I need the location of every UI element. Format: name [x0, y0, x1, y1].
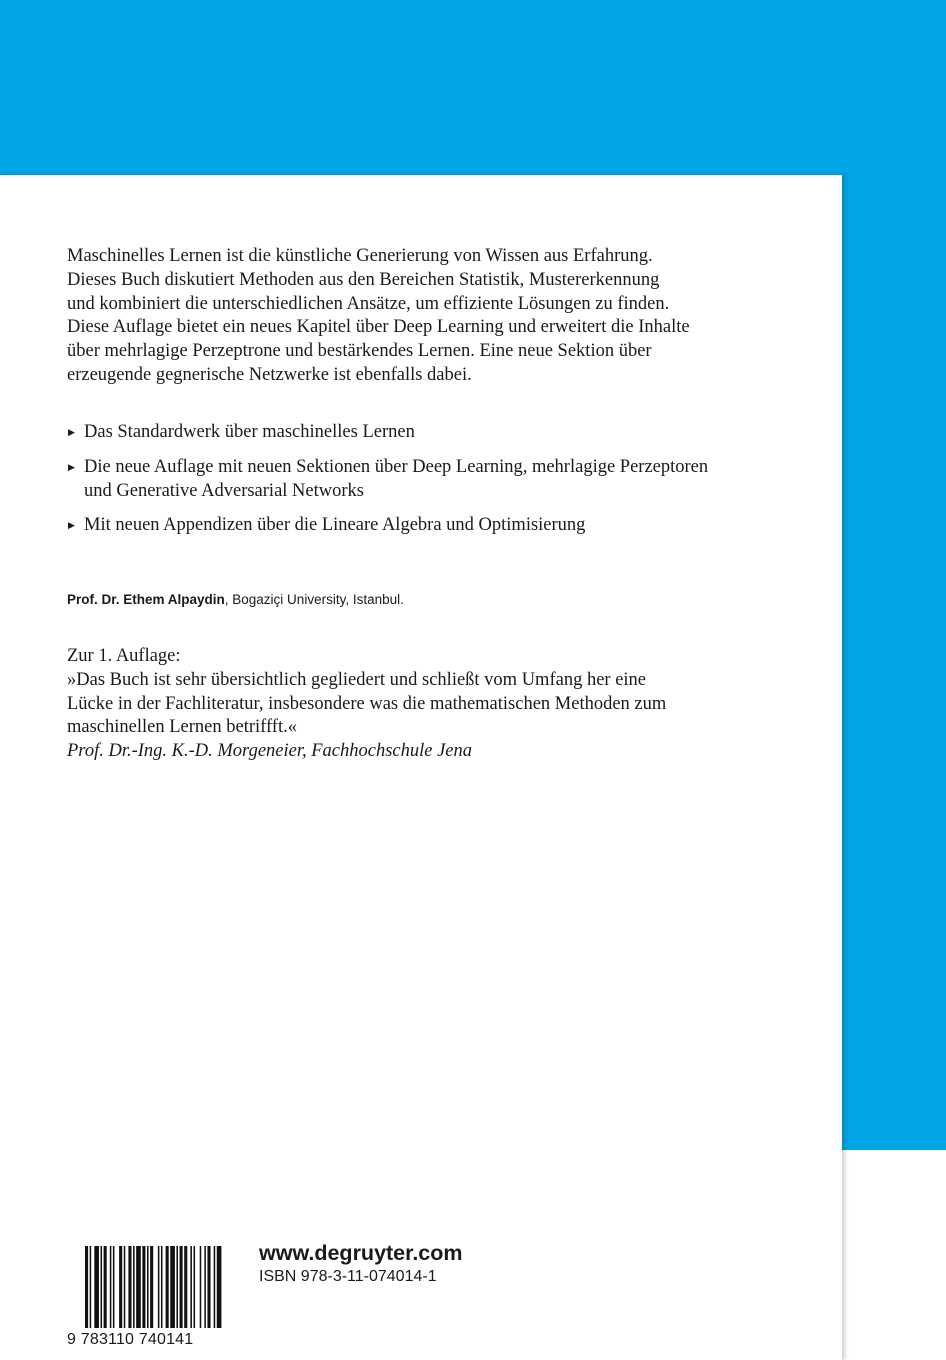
- barcode-bar: [113, 1246, 115, 1328]
- barcode-bar: [150, 1246, 153, 1328]
- barcode-bar: [214, 1246, 216, 1328]
- barcode-image: [67, 1246, 225, 1328]
- intro-line: erzeugende gegnerische Netzwerke ist ebenfalls dabei.: [67, 364, 472, 385]
- intro-line: Diese Auflage bietet ein neues Kapitel über Deep Learning und erweitert die Inhalte: [67, 317, 690, 338]
- barcode-bar: [158, 1246, 160, 1328]
- barcode-bar: [128, 1246, 131, 1328]
- feature-text: Mit neuen Appendizen über die Lineare Algebra und Optimisierung: [84, 515, 586, 536]
- barcode-bar: [200, 1246, 202, 1328]
- barcode-bar: [136, 1246, 141, 1328]
- barcode-bar: [194, 1246, 196, 1328]
- isbn-number: ISBN 978-3-11-074014-1: [259, 1268, 437, 1285]
- barcode-bar: [119, 1246, 122, 1328]
- barcode-digits: 9 783110 740141: [67, 1331, 194, 1348]
- feature-item: [67, 514, 807, 538]
- review-quote-line: maschinellen Lernen betriffft.«: [67, 717, 297, 738]
- barcode-bar: [170, 1246, 175, 1328]
- feature-text: und Generative Adversarial Networks: [84, 480, 364, 501]
- barcode-bar: [90, 1246, 92, 1328]
- feature-text: Das Standardwerk über maschinelles Lernen: [84, 422, 415, 442]
- review-block: [67, 645, 807, 764]
- feature-item: [67, 421, 807, 445]
- barcode-bar: [101, 1246, 103, 1328]
- barcode-bar: [180, 1246, 183, 1328]
- intro-line: über mehrlagige Perzeptrone und bestärkendes Lernen. Eine neue Sektion über: [67, 341, 652, 362]
- top-color-band: [0, 0, 946, 175]
- barcode-bar: [94, 1246, 99, 1328]
- barcode-bar: [190, 1246, 192, 1328]
- bullet-triangle-icon: ▶: [68, 427, 75, 437]
- author-credit: [67, 591, 404, 609]
- intro-line: Maschinelles Lernen ist die künstliche Generierung von Wissen aus Erfahrung.: [67, 246, 653, 266]
- review-quote-line: »Das Buch ist sehr übersichtlich gegliedert und schließt vom Umfang her eine: [67, 669, 647, 690]
- barcode-bar: [142, 1246, 145, 1328]
- intro-line: Dieses Buch diskutiert Methoden aus den Bereichen Statistik, Mustererkennung: [67, 269, 660, 290]
- publisher-website: www.degruyter.com: [259, 1241, 463, 1265]
- barcode-bar: [176, 1246, 178, 1328]
- barcode-bar: [104, 1246, 107, 1328]
- barcode-bar: [184, 1246, 187, 1328]
- feature-list: [67, 421, 807, 549]
- feature-text: Die neue Auflage mit neuen Sektionen über Deep Learning, mehrlagige Perzeptoren: [84, 456, 709, 477]
- barcode-bar: [161, 1246, 163, 1328]
- barcode-bar: [85, 1246, 88, 1328]
- barcode-bar: [217, 1246, 222, 1328]
- barcode-bar: [166, 1246, 169, 1328]
- author-name: Prof. Dr. Ethem Alpaydin: [67, 592, 225, 607]
- barcode-bar: [207, 1246, 210, 1328]
- barcode-bar: [124, 1246, 126, 1328]
- intro-paragraph: [67, 245, 807, 388]
- side-color-band: [842, 175, 946, 1150]
- barcode-bar: [204, 1246, 206, 1328]
- review-heading: Zur 1. Auflage:: [67, 646, 181, 666]
- barcode-bar: [133, 1246, 135, 1328]
- review-source: Prof. Dr.-Ing. K.-D. Morgeneier, Fachhochschule Jena: [67, 741, 473, 762]
- bullet-triangle-icon: ▶: [68, 461, 75, 472]
- author-affiliation: , Bogaziçi University, Istanbul.: [224, 592, 404, 607]
- feature-item: [67, 456, 807, 504]
- barcode-bar: [110, 1246, 112, 1328]
- review-quote-line: Lücke in der Fachliteratur, insbesondere was die mathematischen Methoden zum: [67, 693, 667, 714]
- bullet-triangle-icon: ▶: [68, 520, 75, 531]
- barcode-bar: [147, 1246, 149, 1328]
- intro-line: und kombiniert die unterschiedlichen Ansätze, um effiziente Lösungen zu finden.: [67, 293, 670, 314]
